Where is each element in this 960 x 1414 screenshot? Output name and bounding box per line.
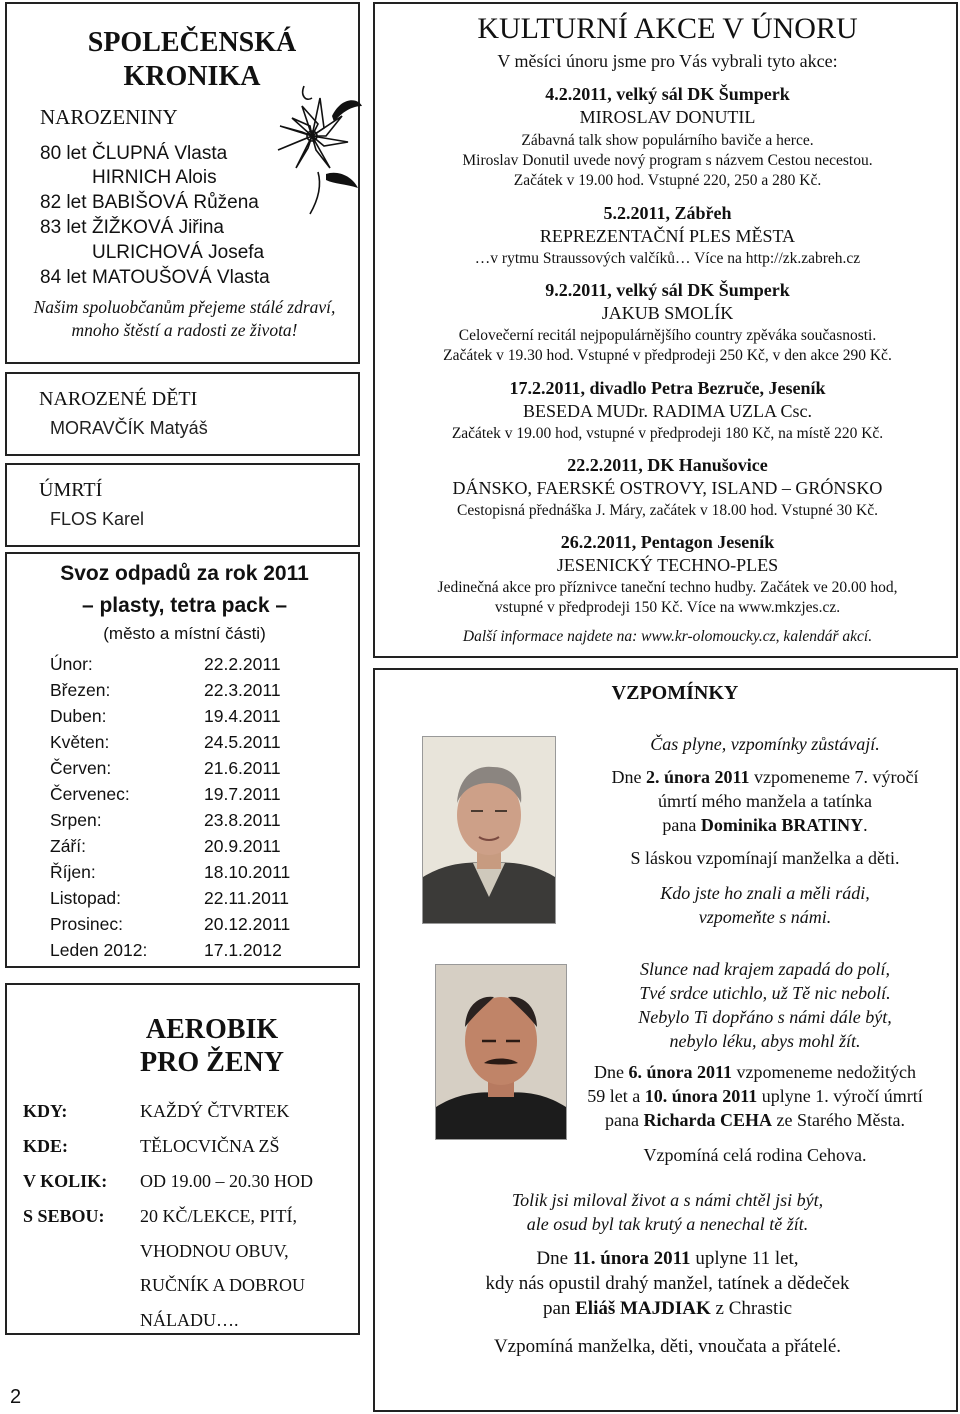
list-item: 84 let MATOUŠOVÁ Vlasta (40, 267, 270, 288)
event-name: JAKUB SMOLÍK (601, 303, 734, 323)
birthday-wish: Našim spoluobčanům přejeme stálé zdraví, mnoho štěstí a radosti ze života! (33, 297, 336, 340)
memorial-poem: vzpomeňte s námi. (698, 907, 832, 927)
memorial-text: 59 let a 10. února 2011 uplyne 1. výročí úmrtí (587, 1086, 923, 1106)
kde-label: KDE: (23, 1136, 68, 1156)
memorial-text: pana Dominika BRATINY. (662, 815, 868, 835)
sebou-value-2: VHODNOU OBUV, (140, 1241, 289, 1261)
table-row: Únor: 22.2.2011 (50, 654, 281, 674)
event-desc: …v rytmu Straussových valčíků… Více na http://zk.zabreh.cz (474, 250, 861, 267)
memorial-poem: ale osud byl tak krutý a nenechal tě žít. (526, 1214, 809, 1234)
table-row: Září: 20.9.2011 (50, 836, 281, 856)
kdy-label: KDY: (23, 1101, 68, 1121)
svoz-title: Svoz odpadů za rok 2011 (60, 562, 309, 585)
list-item: 83 let ŽIŽKOVÁ Jiřina (40, 217, 224, 238)
event-desc: Cestopisná přednáška J. Máry, začátek v 18.00 hod. Vstupné 30 Kč. (457, 502, 878, 519)
memorial-poem: Tvé srdce utichlo, už Tě nic nebolí. (639, 983, 891, 1003)
kde-value: TĚLOCVIČNA ZŠ (140, 1136, 280, 1156)
table-row: Květen: 24.5.2011 (50, 732, 281, 752)
memorial-poem: nebylo léku, abys mohl žít. (669, 1031, 861, 1051)
event-name: MIROSLAV DONUTIL (579, 107, 756, 127)
table-row: Březen: 22.3.2011 (50, 680, 281, 700)
svoz-subtitle: (město a místní části) (103, 624, 266, 643)
event-name: JESENICKÝ TECHNO-PLES (556, 555, 779, 575)
event-desc: Miroslav Donutil uvede nový program s názvem Cestou necestou. (462, 152, 873, 169)
sebou-label: S SEBOU: (23, 1206, 105, 1226)
memorial-text: Dne 6. února 2011 vzpomeneme nedožitých (594, 1062, 916, 1082)
event-head: 4.2.2011, velký sál DK Šumperk (545, 84, 790, 104)
kronika-title: SPOLEČENSKÁ KRONIKA (87, 27, 297, 92)
event-head: 5.2.2011, Zábřeh (603, 203, 732, 223)
aerobik-box (5, 983, 360, 1335)
kolik-value: OD 19.00 – 20.30 HOD (140, 1171, 313, 1191)
narozene-deti-box (5, 372, 360, 456)
event-desc: Zábavná talk show populárního baviče a herce. (521, 132, 814, 149)
memorial-from: S láskou vzpomínají manželka a děti. (630, 848, 900, 868)
list-item: ULRICHOVÁ Josefa (92, 242, 265, 263)
memorial-text: úmrtí mého manžela a tatínka (658, 791, 872, 811)
narozene-deti-heading: NAROZENÉ DĚTI (39, 388, 198, 410)
memorial-poem: Tolik jsi miloval život a s námi chtěl jsi být, (511, 1190, 824, 1210)
table-row: Prosinec: 20.12.2011 (50, 914, 291, 934)
portrait-photo (422, 736, 556, 924)
spolecenska-kronika-box (5, 2, 360, 364)
table-row: Červenec: 19.7.2011 (50, 784, 281, 804)
event-desc: Začátek v 19.00 hod, vstupné v předprodeji 180 Kč, na místě 220 Kč. (451, 425, 884, 442)
kultura-title: KULTURNÍ AKCE V ÚNORU (477, 12, 858, 45)
kolik-label: V KOLIK: (23, 1171, 108, 1191)
table-row: Listopad: 22.11.2011 (50, 888, 289, 908)
svoz-title-2: – plasty, tetra pack – (81, 594, 288, 617)
memorial-text: kdy nás opustil drahý manžel, tatínek a dědeček (485, 1273, 850, 1294)
event-desc: Jedinečná akce pro příznivce taneční techno hudby. Začátek ve 20.00 hod, (437, 579, 898, 596)
narozeniny-heading: NAROZENINY (40, 105, 178, 129)
page-number: 2 (10, 1386, 22, 1408)
list-item: 80 let ČLUPNÁ Vlasta (40, 143, 228, 164)
memorial-from: Vzpomíná manželka, děti, vnoučata a přátelé. (493, 1336, 842, 1357)
memorial-poem: Kdo jste ho znali a měli rádi, (660, 883, 870, 903)
kultura-intro: V měsíci únoru jsme pro Vás vybrali tyto akce: (497, 51, 838, 71)
table-row: Červen: 21.6.2011 (50, 758, 281, 778)
event-name: REPREZENTAČNÍ PLES MĚSTA (539, 226, 796, 246)
child-name: MORAVČÍK Matyáš (50, 418, 208, 438)
memorial-poem: Nebylo Ti dopřáno s námi dále být, (638, 1007, 892, 1027)
kulturni-akce-box (373, 2, 958, 658)
event-head: 22.2.2011, DK Hanušovice (567, 455, 768, 475)
event-desc: Začátek v 19.00 hod. Vstupné 220, 250 a 280 Kč. (513, 172, 822, 189)
kultura-footer: Další informace najdete na: www.kr-olomoucky.cz, kalendář akcí. (462, 628, 873, 645)
event-head: 17.2.2011, divadlo Petra Bezruče, Jeseník (509, 378, 826, 398)
sebou-value-1: 20 KČ/LEKCE, PITÍ, (140, 1206, 297, 1226)
sebou-value-4: NÁLADU…. (140, 1310, 239, 1330)
table-row: Leden 2012: 17.1.2012 (50, 940, 282, 960)
event-desc: vstupné v předprodeji 150 Kč. Více na www.mkzjes.cz. (494, 599, 841, 616)
list-item: HIRNICH Alois (92, 167, 217, 188)
aerobik-title: AEROBIK PRO ŽENY (140, 1014, 284, 1078)
event-name: DÁNSKO, FAERSKÉ OSTROVY, ISLAND – GRÓNSKO (452, 478, 883, 498)
vzpominky-box (373, 668, 958, 1412)
vzpominky-title: VZPOMÍNKY (611, 682, 739, 704)
table-row: Duben: 19.4.2011 (50, 706, 281, 726)
table-row: Říjen: 18.10.2011 (50, 862, 291, 882)
event-desc: Začátek v 19.30 hod. Vstupné v předprodeji 250 Kč, v den akce 290 Kč. (443, 347, 892, 364)
memorial-text: pan Eliáš MAJDIAK z Chrastic (542, 1298, 793, 1319)
memorial-text: pana Richarda CEHA ze Starého Města. (605, 1110, 905, 1130)
event-desc: Celovečerní recitál nejpopulárnějšího country zpěváka současnosti. (458, 327, 877, 344)
memorial-text: Dne 2. února 2011 vzpomeneme 7. výročí (611, 767, 919, 787)
event-name: BESEDA MUDr. RADIMA UZLA Csc. (522, 401, 813, 421)
memorial-quote: Čas plyne, vzpomínky zůstávají. (650, 734, 880, 754)
umrti-box (5, 463, 360, 547)
event-head: 26.2.2011, Pentagon Jeseník (560, 532, 775, 552)
memorial-text: Dne 11. února 2011 uplyne 11 let, (536, 1248, 799, 1269)
memorial-poem: Slunce nad krajem zapadá do polí, (640, 959, 890, 979)
table-row: Srpen: 23.8.2011 (50, 810, 281, 830)
sebou-value-3: RUČNÍK A DOBROU (140, 1275, 306, 1295)
deceased-name: FLOS Karel (50, 509, 145, 529)
event-head: 9.2.2011, velký sál DK Šumperk (545, 280, 790, 300)
portrait-photo (435, 964, 567, 1140)
umrti-heading: ÚMRTÍ (39, 479, 103, 501)
flower-ornament-icon (272, 76, 364, 216)
kdy-value: KAŽDÝ ČTVRTEK (140, 1101, 290, 1121)
memorial-from: Vzpomíná celá rodina Cehova. (643, 1145, 867, 1165)
svoz-odpadu-box (5, 552, 360, 968)
list-item: 82 let BABIŠOVÁ Růžena (40, 192, 259, 213)
